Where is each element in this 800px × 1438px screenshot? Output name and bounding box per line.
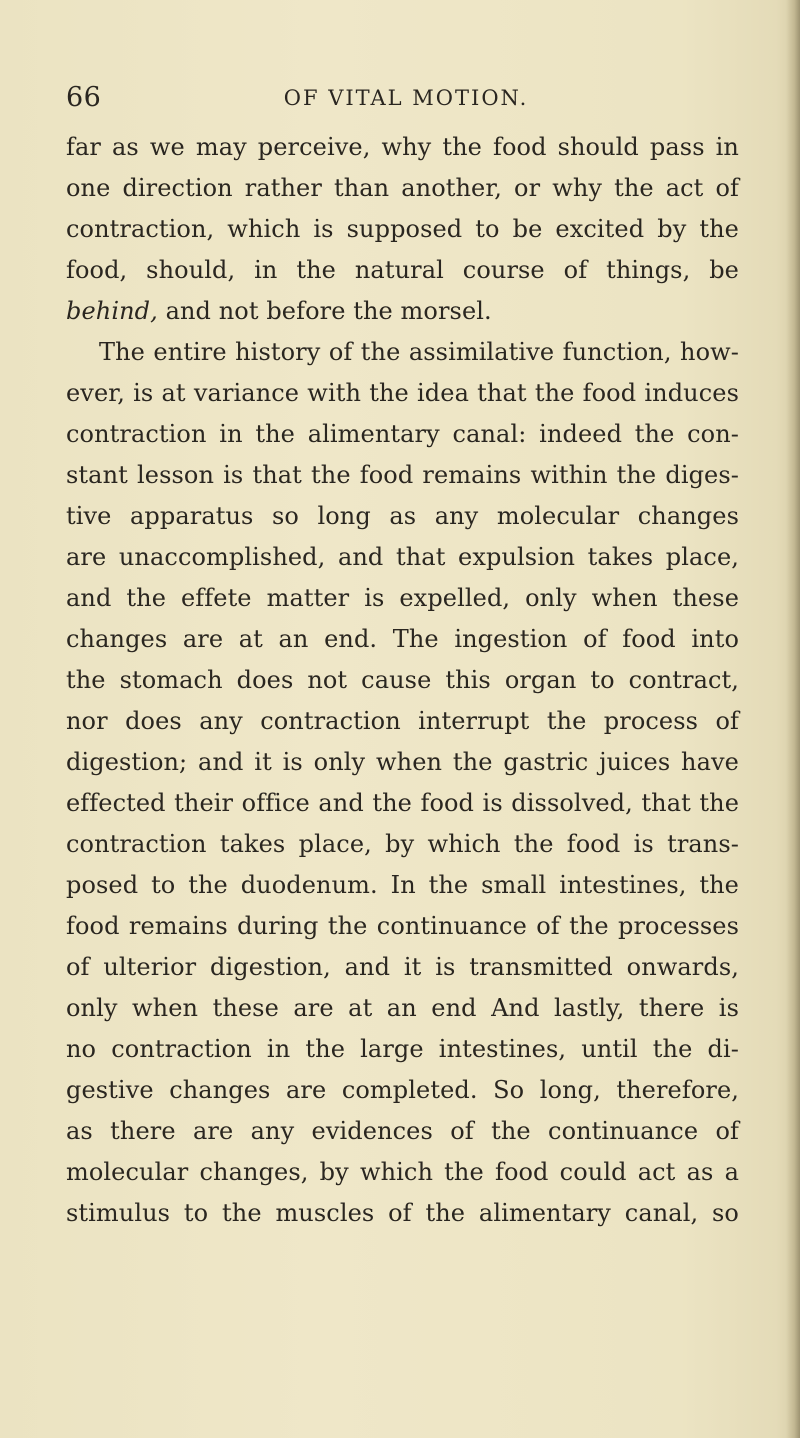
text-line: one direction rather than another, or why the act of [66, 174, 739, 202]
text-line: the stomach does not cause this organ to contract, [66, 666, 739, 694]
text-line: changes are at an end. The ingestion of food into [66, 625, 739, 653]
text-line: no contraction in the large intestines, until the di- [66, 1035, 739, 1063]
text-line: stimulus to the muscles of the alimentary canal, so [66, 1199, 739, 1227]
text-line: gestive changes are completed. So long, therefore, [66, 1076, 739, 1104]
text-line: contraction in the alimentary canal: indeed the con- [66, 420, 739, 448]
text-line: molecular changes, by which the food could act as a [66, 1158, 739, 1186]
emphasis-word: behind, [66, 297, 158, 325]
text-line: digestion; and it is only when the gastric juices have [66, 748, 739, 776]
text-line: food remains during the continuance of the processes [66, 912, 739, 940]
text-line: contraction, which is supposed to be excited by the [66, 215, 739, 243]
text-line: only when these are at an end And lastly, there is [66, 994, 739, 1022]
text-line: contraction takes place, by which the food is trans- [66, 830, 739, 858]
text-span: and not before the morsel. [157, 297, 492, 325]
text-line: tive apparatus so long as any molecular changes [66, 502, 739, 530]
running-head [66, 82, 746, 122]
running-head-title: OF VITAL MOTION. [283, 86, 529, 110]
text-line: are unaccomplished, and that expulsion takes place, [66, 543, 739, 571]
text-line: food, should, in the natural course of things, be [66, 256, 739, 284]
text-line: nor does any contraction interrupt the process of [66, 707, 739, 735]
text-line: posed to the duodenum. In the small intestines, the [66, 871, 739, 899]
text-line: ever, is at variance with the idea that the food induces [66, 379, 739, 407]
paragraph-start-line: The entire history of the assimilative function, how- [99, 338, 739, 366]
text-line: of ulterior digestion, and it is transmitted onwards, [66, 953, 739, 981]
page-number: 66 [66, 82, 102, 113]
body-text [66, 127, 739, 1234]
text-line: as there are any evidences of the continuance of [66, 1117, 739, 1145]
text-line: far as we may perceive, why the food should pass in [66, 133, 739, 161]
text-line: and the effete matter is expelled, only when these [66, 584, 739, 612]
text-line [66, 291, 739, 332]
text-line: stant lesson is that the food remains within the diges- [66, 461, 739, 489]
page-edge-shadow [786, 0, 800, 1438]
text-line: effected their office and the food is dissolved, that the [66, 789, 739, 817]
